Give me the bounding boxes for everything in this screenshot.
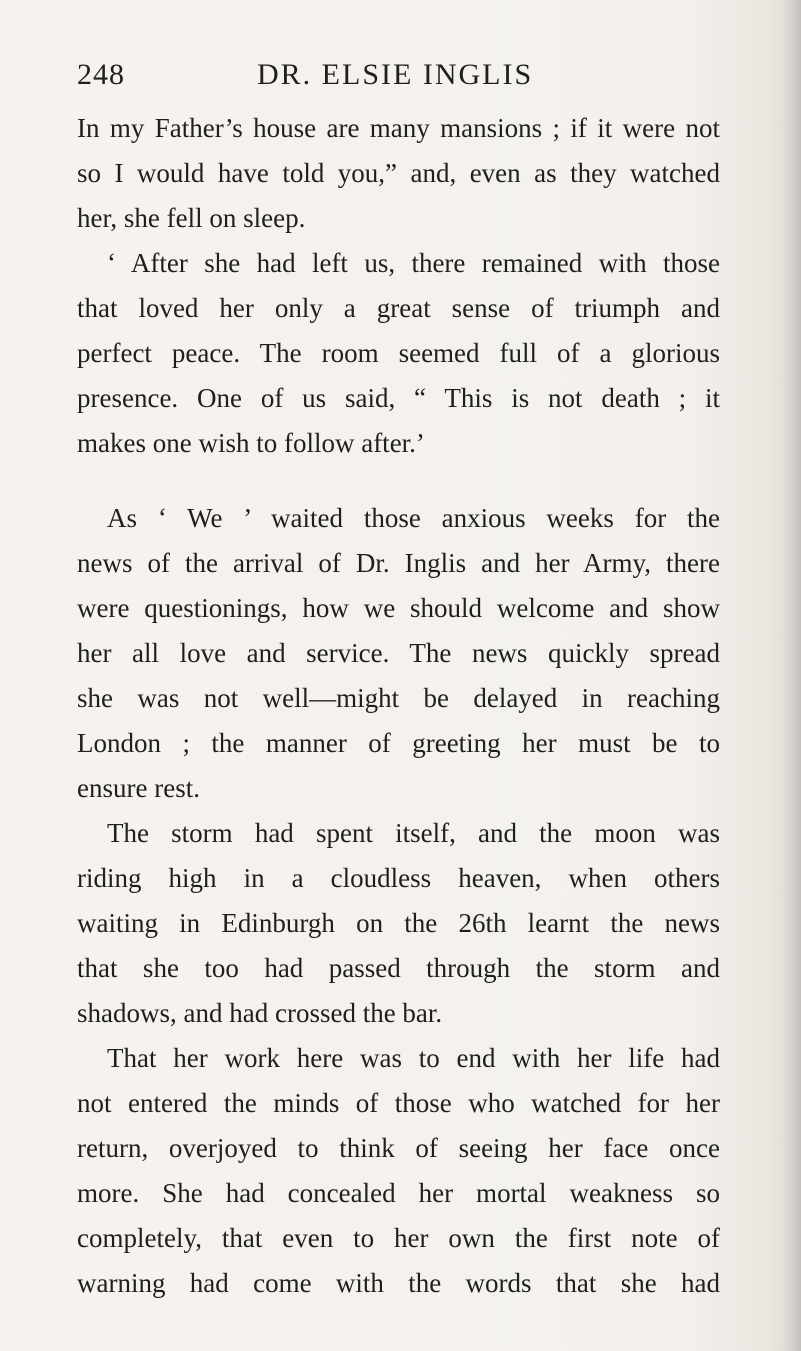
text-line: she was not well—might be delayed in reaching	[77, 683, 720, 713]
text-line: ‘ After she had left us, there remained with those	[107, 248, 720, 278]
text-line: riding high in a cloudless heaven, when others	[77, 863, 720, 893]
running-title: DR. ELSIE INGLIS	[257, 58, 534, 91]
text-line: warning had come with the words that she had	[77, 1268, 720, 1298]
paragraph	[77, 811, 720, 1036]
text-line: were questionings, how we should welcome and show	[77, 593, 720, 623]
text-line: shadows, and had crossed the bar.	[77, 998, 443, 1028]
text-line: ensure rest.	[77, 773, 200, 803]
text-line: her, she fell on sleep.	[77, 203, 306, 233]
text-line: makes one wish to follow after.’	[77, 428, 425, 458]
text-line: waiting in Edinburgh on the 26th learnt the news	[77, 908, 720, 938]
text-line: presence. One of us said, “ This is not death ; it	[77, 383, 720, 413]
paragraph	[77, 496, 720, 811]
running-head	[77, 58, 717, 98]
paragraph	[77, 241, 720, 466]
paragraph	[77, 1036, 720, 1306]
text-line: that loved her only a great sense of triumph and	[77, 293, 720, 323]
text-line: As ‘ We ’ waited those anxious weeks for the	[107, 503, 720, 533]
text-line: her all love and service. The news quickly spread	[77, 638, 720, 668]
page-number: 248	[77, 58, 125, 91]
text-line: London ; the manner of greeting her must be to	[77, 728, 720, 758]
text-line: perfect peace. The room seemed full of a glorious	[77, 338, 720, 368]
text-line: The storm had spent itself, and the moon was	[107, 818, 720, 848]
text-line: not entered the minds of those who watched for her	[77, 1088, 720, 1118]
text-line: That her work here was to end with her life had	[107, 1043, 720, 1073]
paragraph	[77, 106, 720, 241]
text-line: completely, that even to her own the first note of	[77, 1223, 720, 1253]
body-text	[77, 106, 720, 1306]
text-line: In my Father’s house are many mansions ; if it were not	[77, 113, 720, 143]
text-line: so I would have told you,” and, even as they watched	[77, 158, 720, 188]
text-line: news of the arrival of Dr. Inglis and her Army, there	[77, 548, 720, 578]
text-line: that she too had passed through the storm and	[77, 953, 720, 983]
page-edge-shadow	[783, 0, 801, 1351]
text-line: more. She had concealed her mortal weakness so	[77, 1178, 720, 1208]
text-line: return, overjoyed to think of seeing her face once	[77, 1133, 720, 1163]
section-gap	[77, 466, 720, 496]
